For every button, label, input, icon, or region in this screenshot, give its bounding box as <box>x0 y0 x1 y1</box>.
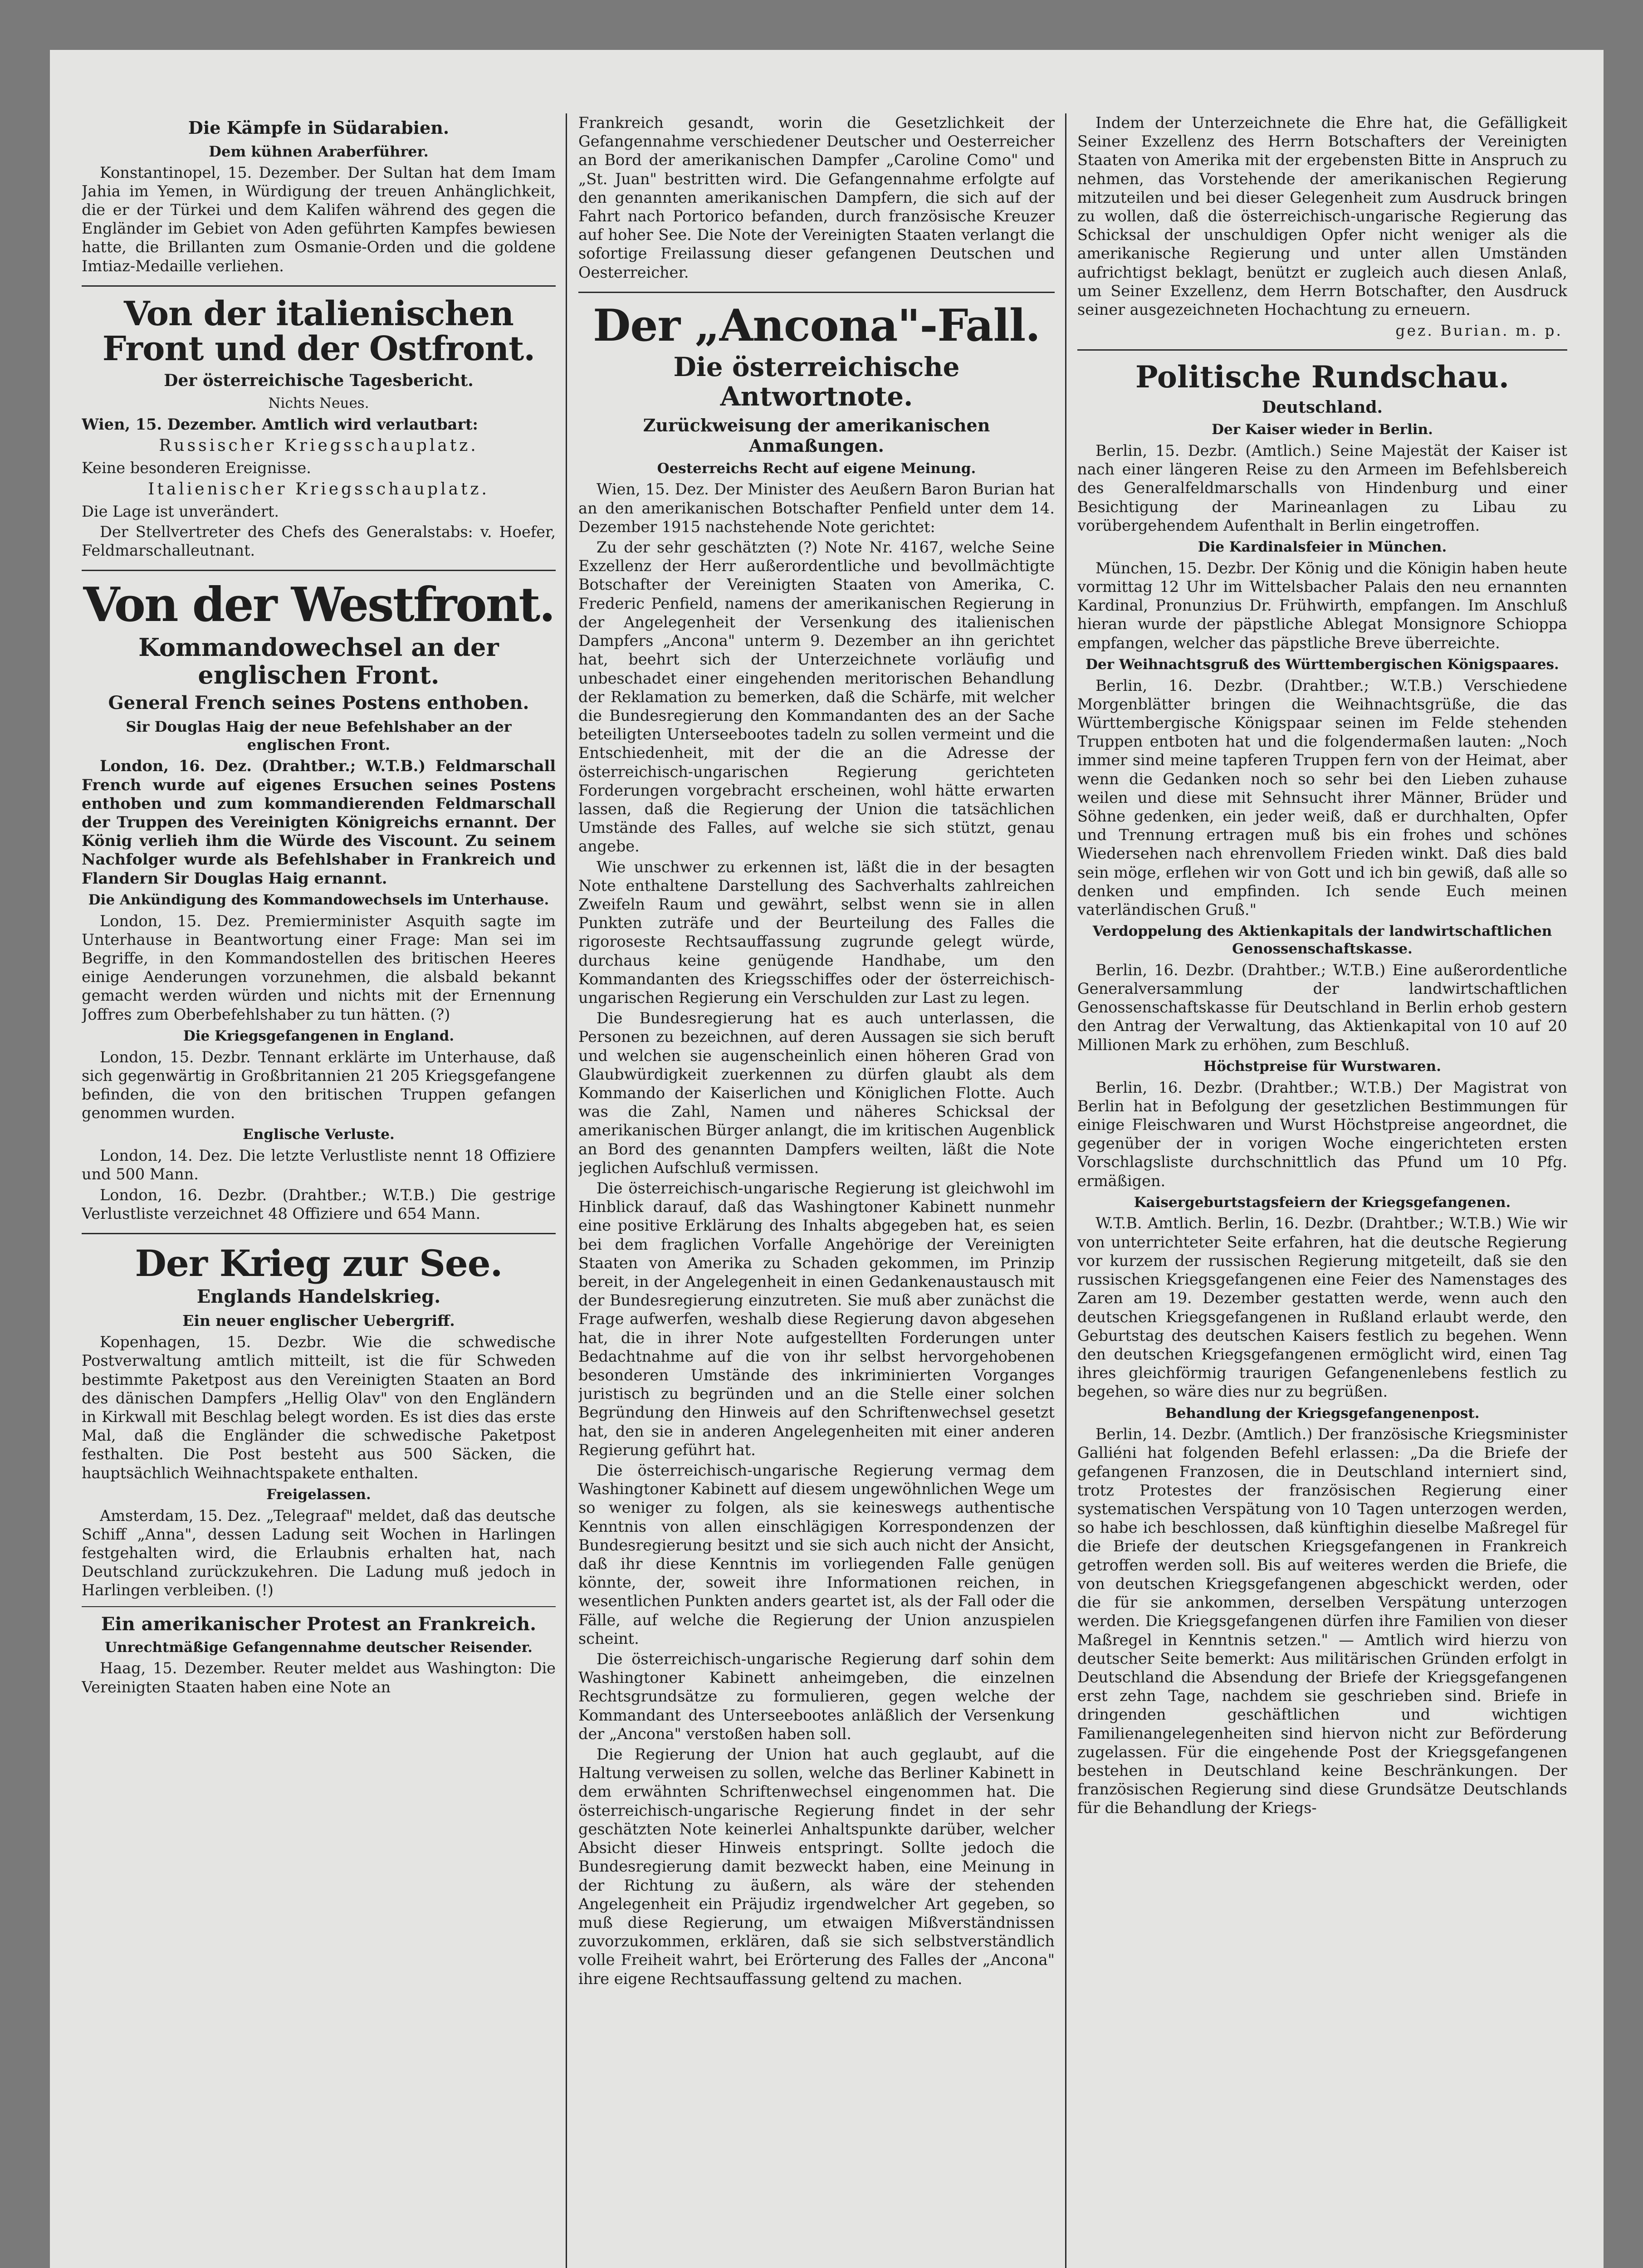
headline-ankuendigung: Die Ankündigung des Kommandowechsels im Unterhause. <box>88 891 549 908</box>
article-text: Berlin, 14. Dezbr. (Amtlich.) Der französische Kriegsminister Galliéni hat folgenden Befehl erlassen: „Da die Briefe der gefangenen Franzosen, die in Deutschland interniert sind, trotz Protestes der französischen Regierung einer systematischen Verspätung von 10 Tagen unterzogen werden, so habe ich beschlossen, daß künftighin dieselbe Maßregel für die Briefe der deutschen Kriegsgefangenen in Frankreich getroffen werden soll. Bis auf weiteres werden die Briefe, die von deutschen Kriegsgefangenen abgeschickt werden, oder die für sie ankommen, derselben Verspätung unterzogen werden. Die Kriegsgefangenen dürfen ihre Familien von dieser Maßregel in Kenntnis setzen." — Amtlich wird hierzu von deutscher Seite bemerkt: Aus militärischen Gründen erfolgt in Deutschland die Absendung der Briefe der Kriegsgefangenen erst zehn Tage, nachdem sie geschrieben sind. Briefe in dringenden geschäftlichen und wichtigen Familienangelegenheiten sind hiervon nicht zur Beförderung zugelassen. Für die eingehende Post der Kriegsgefangenen bestehen in Deutschland keine Beschränkungen. Der französischen Regierung sind diese Grundsätze Deutschlands für die Behandlung der Kriegs- <box>1077 1425 1567 1817</box>
article-text: Amsterdam, 15. Dez. „Telegraaf" meldet, daß das deutsche Schiff „Anna", dessen Ladung seit Wochen in Harlingen festgehalten wird, die Erlaubnis erhalten hat, nach Deutschland zurückzukehren. Die Ladung muß jedoch in Harlingen verbleiben. (!) <box>82 1506 556 1599</box>
headline-weihnacht: Der Weihnachtsgruß des Württembergischen Königspaares. <box>1086 656 1559 673</box>
article-text: Konstantinopel, 15. Dezember. Der Sultan hat dem Imam Jahia im Yemen, in Würdigung der treuen Anhänglichkeit, die er der Türkei und dem Kalifen während des gegen die Engländer im Gebiet von Aden geführten Kampfes bewiesen hatte, die Brillanten zum Osmanie-Orden und die goldene Imtiaz-Medaille verliehen. <box>82 163 556 275</box>
subheadline-haig: Sir Douglas Haig der neue Befehlshaber an der englischen Front. <box>126 718 512 754</box>
article-text: Die Regierung der Union hat auch geglaubt, auf die Haltung verweisen zu sollen, welche das Berliner Kabinett in dem erwähnten Schriftenwechsel eingenommen hat. Die österreichisch-ungarische Regierung findet in der sehr geschätzten Note keinerlei Anhaltspunkte darüber, welcher Absicht dieser Hinweis entspringt. Sollte jedoch die Bundesregierung damit bezweckt haben, eine Meinung in der Richtung zu äußern, als wäre der stehenden Angelegenheit ein Präjudiz irgendwelcher Art gegeben, so muß diese Regierung, um etwaigen Mißverständnissen zuvorzukommen, erklären, daß sie sich selbstverständlich volle Freiheit wahrt, bei Erörterung des Falles der „Ancona" ihre eigene Rechtsauffassung geltend zu machen. <box>578 1745 1055 1988</box>
russ-kriegsschauplatz: Russischer Kriegsschauplatz. <box>159 436 479 455</box>
column-middle <box>578 113 1055 2268</box>
article-text: Berlin, 15. Dezbr. (Amtlich.) Seine Majestät der Kaiser ist nach einer längeren Reise zu den Armeen im Befehlsbereich des Generalfeldmarschalls von Hindenburg und einer Besichtigung der Marineanlagen zu Libau zu vorübergehendem Aufenthalt in Berlin eingetroffen. <box>1077 442 1567 534</box>
article-text: Haag, 15. Dezember. Reuter meldet aus Washington: Die Vereinigten Staaten haben eine Note an <box>82 1659 556 1696</box>
article-text: London, 16. Dez. (Drahtber.; W.T.B.) Feldmarschall French wurde auf eigenes Ersuchen seines Postens enthoben und zum kommandierenden Feldmarschall der Truppen des Vereinigten Königreichs ernannt. Der König verlieh ihm die Würde des Viscount. Zu seinem Nachfolger wurde als Befehlshaber in Frankreich und Flandern Sir Douglas Haig ernannt. <box>82 757 556 887</box>
headline-kardinal: Die Kardinalsfeier in München. <box>1198 539 1447 556</box>
divider <box>82 285 556 287</box>
headline-rundschau: Politische Rundschau. <box>1135 359 1509 395</box>
signature: gez. Burian. m. p. <box>1395 322 1563 340</box>
headline-geburtstag: Kaisergeburtstagsfeiern der Kriegsgefangenen. <box>1134 1194 1511 1211</box>
subheadline-french: General French seines Postens enthoben. <box>108 692 529 714</box>
article-text: Wien, 15. Dez. Der Minister des Aeußern Baron Burian hat an den amerikanischen Botschafter Penfield unter dem 14. Dezember 1915 nachstehende Note gerichtet: <box>578 480 1055 536</box>
headline-westfront: Von der Westfront. <box>83 577 554 633</box>
article-text: Zu der sehr geschätzten (?) Note Nr. 4167, welche Seine Exzellenz der Herr außerordentliche und bevollmächtigte Botschafter der Vereinigten Staaten von Amerika, C. Frederic Penfield, namens der amerikanischen Regierung in der Angelegenheit der Versenkung des italienischen Dampfers „Ancona" unterm 9. Dezember an ihn gerichtet hat, beehrt sich der Unterzeichnete vorläufig und unbeschadet einer eingehenden meritorischen Behandlung der Reklamation zu bemerken, daß die Schärfe, mit welcher die Bundesregierung den Kommandanten des an der Sache beteiligten Unterseebootes tadeln zu sollen vermeint und die Entschiedenheit, mit der die an die Adresse der österreichisch-ungarischen Regierung gerichteten Forderungen vorgebracht erscheinen, wohl hätte erwarten lassen, daß die Regierung der Union die tatsächlichen Umstände des Falles, auf welche sie sich stützt, genau angebe. <box>578 538 1055 855</box>
article-text: Die österreichisch-ungarische Regierung vermag dem Washingtoner Kabinett auf diesem ungewöhnlichen Wege um so weniger zu folgen, als sie keineswegs authentische Kenntnis von allen einschlägigen Korrespondenzen der Bundesregierung besitzt und sie sich auch nicht der Ansicht, daß ihr diese Kenntnis im vorliegenden Falle genügen könnte, der, soweit ihre Informationen reichen, in wesentlichen Punkten anders geartet ist, als der Fall oder die Fälle, auf welche die Regierung der Union anzuspielen scheint. <box>578 1461 1055 1647</box>
headline-protest: Ein amerikanischer Protest an Frankreich. <box>101 1613 537 1635</box>
headline-wurstwaren: Höchstpreise für Wurstwaren. <box>1203 1058 1441 1075</box>
keine-ereignisse: Keine besonderen Ereignisse. <box>82 459 311 477</box>
headline-ancona: Der „Ancona"-Fall. <box>593 299 1040 351</box>
subheadline-tagesbericht: Der österreichische Tagesbericht. <box>164 371 474 391</box>
stellvertreter: Der Stellvertreter des Chefs des Generalstabs: v. Hoefer, Feldmarschalleutnant. <box>82 523 556 560</box>
subheadline-handelskrieg: Englands Handelskrieg. <box>196 1286 441 1307</box>
subheadline-protest: Unrechtmäßige Gefangennahme deutscher Reisender. <box>105 1639 533 1656</box>
article-text: Die Bundesregierung hat es auch unterlassen, die Personen zu bezeichnen, auf deren Aussagen sie sich beruft und welchen sie augenscheinlich einen höheren Grad von Glaubwürdigkeit zuerkennen zu dürfen glaubt als dem Kommando der Kaiserlichen und Königlichen Flotte. Auch was die Zahl, Namen und näheres Schicksal der amerikanischen Bürger anlangt, die im kritischen Augenblick an Bord des genannten Dampfers weilten, läßt die Note jeglichen Aufschluß vermissen. <box>578 1009 1055 1177</box>
headline-kriegsgefangene: Die Kriegsgefangenen in England. <box>183 1027 455 1044</box>
column-left <box>82 113 556 2268</box>
headline-kaiser: Der Kaiser wieder in Berlin. <box>1212 421 1433 438</box>
nichts-neues: Nichts Neues. <box>268 395 369 412</box>
column-rule <box>1065 113 1066 2268</box>
headline-kriegsgefangenenpost: Behandlung der Kriegsgefangenenpost. <box>1165 1405 1480 1422</box>
newspaper-page <box>50 50 1604 2268</box>
wien-line: Wien, 15. Dezember. Amtlich wird verlautbart: <box>82 415 478 433</box>
article-text: London, 15. Dezbr. Tennant erklärte im Unterhause, daß sich gegenwärtig in Großbritannien 21 205 Kriegsgefangene befinden, die von den britischen Truppen gefangen genommen wurden. <box>82 1048 556 1122</box>
subheadline-deutschland: Deutschland. <box>1262 398 1383 417</box>
article-text: Kopenhagen, 15. Dezbr. Wie die schwedische Postverwaltung amtlich mitteilt, ist die für Schweden bestimmte Paketpost aus den Vereinigten Staaten an Bord des dänischen Dampfers „Hellig Olav" von den Engländern in Kirkwall mit Beschlag belegt worden. Es ist dies das erste Mal, daß die Engländer die schwedische Paketpost festhalten. Die Post besteht aus 500 Säcken, die hauptsächlich Weihnachtspakete enthalten. <box>82 1333 556 1482</box>
article-text: Berlin, 16. Dezbr. (Drahtber.; W.T.B.) Der Magistrat von Berlin hat in Befolgung der gesetzlichen Bestimmungen für einige Fleischwaren und Wurst Höchstpreise angeordnet, die gegenüber der in vorigen Woche eingerichteten ersten Vorschlagsliste durchschnittlich das Pfund um 10 Pfg. ermäßigen. <box>1077 1078 1567 1190</box>
article-text: Die österreichisch-ungarische Regierung darf sohin dem Washingtoner Kabinett anheimgeben, die einzelnen Rechtsgrundsätze zu formulieren, gegen welche der Kommandant des Unterseebootes anläßlich der Versenkung der „Ancona" verstoßen haben soll. <box>578 1650 1055 1743</box>
subheadline-araber: Dem kühnen Araberführer. <box>209 142 429 160</box>
divider <box>82 1233 556 1234</box>
divider <box>578 292 1055 293</box>
headline-antwortnote: Die österreichische Antwortnote. <box>673 351 960 412</box>
article-text: Berlin, 16. Dezbr. (Drahtber.; W.T.B.) Eine außerordentliche Generalversammlung der landwirtschaftlichen Genossenschaftskasse für Deutschland in Berlin erhob gestern den Antrag der Verwaltung, das Aktienkapital von 10 auf 20 Millionen Mark zu erhöhen, zum Beschluß. <box>1077 961 1567 1054</box>
headline-kaempfe: Die Kämpfe in Südarabien. <box>188 117 450 138</box>
article-text: W.T.B. Amtlich. Berlin, 16. Dezbr. (Drahtber.; W.T.B.) Wie wir von unterrichteter Seite erfahren, hat die deutsche Regierung vor kurzem der russischen Regierung mitgeteilt, daß sie den russischen Kriegsgefangenen eine Feier des Namenstages des Zaren am 19. Dezember gestatten werde, wenn auch den deutschen Kriegsgefangenen in Rußland erlaubt werde, den Geburtstag des deutschen Kaisers festlich zu begehen. Wenn den deutschen Kriegsgefangenen ermöglicht wird, einen Tag ihres gleichförmig traurigen Gefangenenlebens festlich zu begehen, so wäre dies nur zu begrüßen. <box>1077 1214 1567 1401</box>
subheadline-uebergriff: Ein neuer englischer Uebergriff. <box>182 1311 455 1330</box>
divider <box>82 1606 556 1607</box>
subheadline-zurueckweisung: Zurückweisung der amerikanischen Anmaßungen. <box>643 415 990 456</box>
column-right <box>1077 113 1567 2268</box>
column-rule <box>566 113 567 2268</box>
headline-aktienkapital: Verdoppelung des Aktienkapitals der landwirtschaftlichen Genossenschaftskasse. <box>1092 923 1552 957</box>
lage-unveraendert: Die Lage ist unverändert. <box>82 502 279 520</box>
divider <box>82 570 556 571</box>
article-text: Wie unschwer zu erkennen ist, läßt die in der besagten Note enthaltene Darstellung des Sachverhalts zahlreichen Zweifeln Raum und gewährt, selbst wenn sie in allen Punkten zuträfe und der Beurteilung des Falles die rigoroseste Rechtsauffassung zugrunde gelegt würde, durchaus keine genügende Handhabe, um den Kommandanten des Kriegsschiffes oder der österreichisch-ungarischen Regierung ein Verschulden zur Last zu legen. <box>578 858 1055 1007</box>
headline-krieg-zur-see: Der Krieg zur See. <box>135 1242 503 1285</box>
article-text: Die österreichisch-ungarische Regierung ist gleichwohl im Hinblick darauf, daß das Washingtoner Kabinett nunmehr eine positive Erklärung des Inhalts abgegeben hat, es seien bei dem fraglichen Vorfalle Angehörige der Vereinigten Staaten von Amerika zu Schaden gekommen, im Prinzip bereit, in der Angelegenheit in einen Gedankenaustausch mit der Bundesregierung einzutreten. Sie muß aber zunächst die Frage aufwerfen, weshalb diese Regierung davon abgesehen hat, die in ihrer Note aufgestellten Forderungen unter Bedachtnahme auf die von ihr selbst hervorgehobenen besonderen Umstände des inkriminierten Vorganges juristisch zu begründen und an die Stelle einer solchen Begründung den Hinweis auf den Schriftenwechsel gesetzt hat, den sie in anderen Angelegenheiten mit einer anderen Regierung geführt hat. <box>578 1179 1055 1459</box>
article-text: Frankreich gesandt, worin die Gesetzlichkeit der Gefangennahme verschiedener Deutscher und Oesterreicher an Bord der amerikanischen Dampfer „Caroline Como" und „St. Juan" bestritten wird. Die Gefangennahme erfolgte auf den genannten amerikanischen Dampfern, die sich auf der Fahrt nach Portorico befanden, durch französische Kreuzer auf hoher See. Die Note der Vereinigten Staaten verlangt die sofortige Freilassung dieser gefangenen Deutschen und Oesterreicher. <box>578 114 1055 281</box>
subheadline-recht: Oesterreichs Recht auf eigene Meinung. <box>657 460 976 477</box>
article-text: London, 14. Dez. Die letzte Verlustliste nennt 18 Offiziere und 500 Mann. <box>82 1147 556 1183</box>
headline-freigelassen: Freigelassen. <box>266 1486 371 1503</box>
article-text: London, 15. Dez. Premierminister Asquith sagte im Unterhause in Beantwortung einer Frage: Man sei im Begriffe, in den Kommandostellen des britischen Heeres einige Aenderungen vorzunehmen, die alsbald bekannt gemacht werden würden und nichts mit der Ernennung Joffres zum Oberbefehlshaber zu tun hätten. (?) <box>82 912 556 1023</box>
headline-kommandowechsel: Kommandowechsel an der englischen Front. <box>138 633 499 689</box>
headline-verluste: Englische Verluste. <box>243 1126 395 1143</box>
article-text: London, 16. Dezbr. (Drahtber.; W.T.B.) Die gestrige Verlustliste verzeichnet 48 Offiziere und 654 Mann. <box>82 1186 556 1222</box>
article-text: Berlin, 16. Dezbr. (Drahtber.; W.T.B.) Verschiedene Morgenblätter bringen die Weihnachtsgrüße, die das Württembergische Königspaar seinen im Felde stehenden Truppen entboten hat und die folgendermaßen lauten: „Noch immer sind meine tapferen Truppen fern von der Heimat, aber wenn die Gedanken noch so sehr bei den Lieben zuhause weilen und diese mit Sehnsucht ihrer Männer, Brüder und Söhne gedenken, ein jeder weiß, daß er durchhalten, Opfer und Trennung ertragen muß bis ein frohes und schönes Wiedersehen nach ehrenvollem Frieden winkt. Daß dies bald sein möge, erflehen wir von Gott und ich bin gewiß, daß alle so denken und empfinden. Ich sende Euch meinen vaterländischen Gruß." <box>1077 676 1567 919</box>
article-text: Indem der Unterzeichnete die Ehre hat, die Gefälligkeit Seiner Exzellenz des Herrn Botschafters der Vereinigten Staaten von Amerika mit der ergebensten Bitte in Anspruch zu nehmen, das Vorstehende der amerikanischen Regierung mitzuteilen und bei dieser Gelegenheit zum Ausdruck bringen zu wollen, daß die österreichisch-ungarische Regierung das Schicksal der unschuldigen Opfer nicht weniger als die amerikanische Regierung und unter allen Umständen aufrichtigst beklagt, benützt er zugleich auch diesen Anlaß, um Seiner Exzellenz, dem Herrn Botschafter, den Ausdruck seiner ausgezeichneten Hochachtung zu erneuern. <box>1077 114 1567 319</box>
headline-italienische-front: Von der italienischen Front und der Ostfront. <box>102 294 535 369</box>
divider <box>1077 349 1567 351</box>
ital-kriegsschauplatz: Italienischer Kriegsschauplatz. <box>148 480 489 499</box>
article-text: München, 15. Dezbr. Der König und die Königin haben heute vormittag 12 Uhr im Wittelsbacher Palais den neu ernannten Kardinal, Pronunzius Dr. Frühwirth, empfangen. Im Anschluß hieran wurde der päpstliche Ablegat Monsignore Schioppa empfangen, welcher das päpstliche Breve überreichte. <box>1077 559 1567 652</box>
